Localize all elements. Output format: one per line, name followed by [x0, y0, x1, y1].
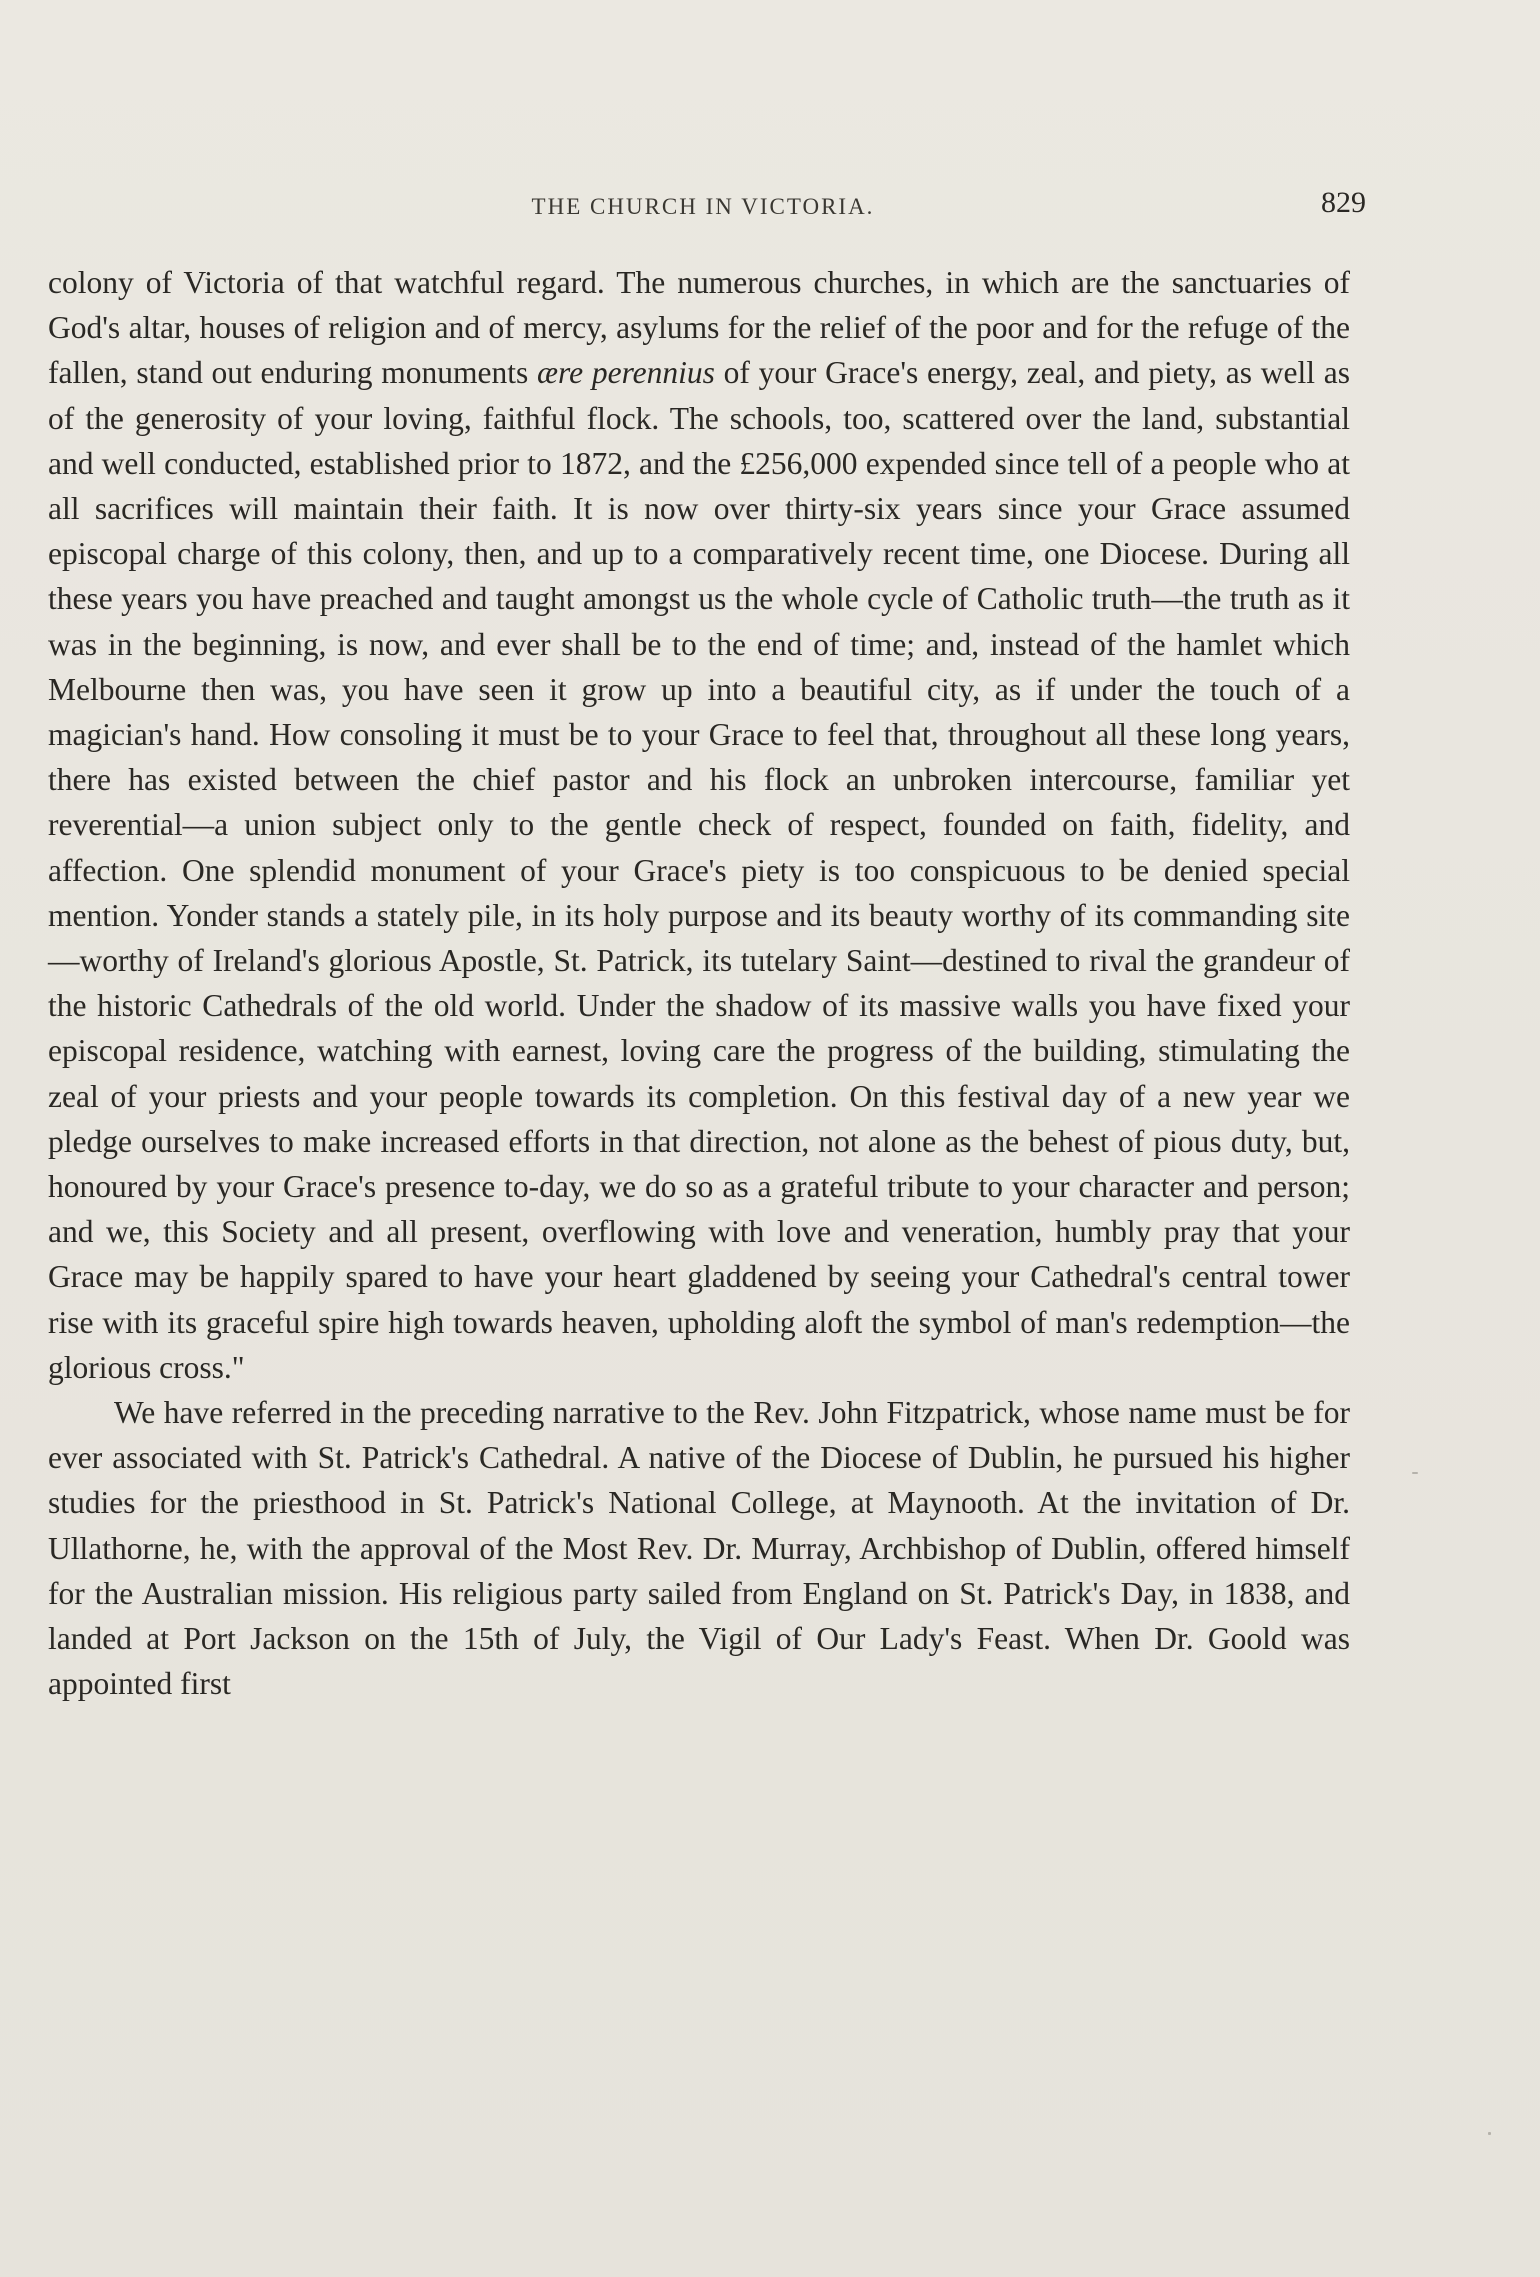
page-header [48, 186, 1366, 228]
paragraph-text: colony of Victoria of that watchful regard. The numerous churches, in which are the sanctuaries of God's altar, houses of religion and of mercy, asylums for the relief of the poor and for the refuge of the fallen, stand out enduring monuments [48, 265, 1350, 391]
running-title: THE CHURCH IN VICTORIA. [531, 194, 875, 219]
paragraph-text: of your Grace's energy, zeal, and piety, as well as of the generosity of your loving, faithful flock. The schools, too, scattered over the land, substantial and well conducted, established prior to 1872, and the £256,000 expended since tell of a people who at all sacrifices will maintain their faith. It is now over thirty-six years since your Grace assumed episcopal charge of this colony, then, and up to a comparatively recent time, one Diocese. During all these years you have preached and taught amongst us the whole cycle of Catholic truth—the truth as it was in the beginning, is now, and ever shall be to the end of time; and, instead of the hamlet which Melbourne then was, you have seen it grow up into a beautiful city, as if under the touch of a magician's hand. How consoling it must be to your Grace to feel that, throughout all these long years, there has existed between the chief pastor and his flock an unbroken intercourse, familiar yet reverential—a union subject only to the gentle check of respect, founded on faith, fidelity, and affection. One splendid monument of your Grace's piety is too conspicuous to be denied special mention. Yonder stands a stately pile, in its holy purpose and its beauty worthy of its commanding site—worthy of Ireland's glorious Apostle, St. Patrick, its tutelary Saint—destined to rival the grandeur of the historic Cathedrals of the old world. Under the shadow of its massive walls you have fixed your episcopal residence, watching with earnest, loving care the progress of the building, stimulating the zeal of your priests and your people towards its completion. On this festival day of a new year we pledge ourselves to make increased efforts in that direction, not alone as the behest of pious duty, but, honoured by your Grace's presence to-day, we do so as a grateful tribute to your character and person; and we, this Society and all present, overflowing with love and veneration, humbly pray that your Grace may be happily spared to have your heart gladdened by seeing your Cathedral's central tower rise with its graceful spire high towards heaven, upholding aloft the symbol of man's redemption—the glorious cross." [48, 355, 1351, 1385]
page-number: 829 [1321, 186, 1366, 219]
paragraph-fitzpatrick: We have referred in the preceding narrative to the Rev. John Fitzpatrick, whose name must be for ever associated with St. Patrick's Cathedral. A native of the Diocese of Dublin, he pursued his higher studies for the priesthood in St. Patrick's National College, at Maynooth. At the invitation of Dr. Ullathorne, he, with the approval of the Most Rev. Dr. Murray, Archbishop of Dublin, offered himself for the Australian mission. His religious party sailed from England on St. Patrick's Day, in 1838, and landed at Port Jackson on the 15th of July, the Vigil of Our Lady's Feast. When Dr. Goold was appointed first [48, 1395, 1350, 1702]
latin-phrase: ære perennius [537, 355, 715, 391]
paper-speck [1488, 2132, 1491, 2135]
body-text [48, 260, 1350, 1707]
paper-speck [1412, 1472, 1418, 1474]
paragraph-address-continued [48, 260, 1350, 1390]
